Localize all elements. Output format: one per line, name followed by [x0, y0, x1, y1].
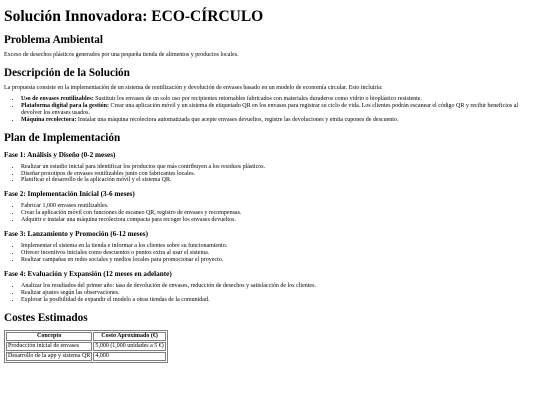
solution-item-text: Crear una aplicación móvil y un sistema de etiquetado QR en los envases para registrar su ciclo de vida. Los clientes podrán escanear el código QR y recibir beneficios al devolver los envases usados.	[21, 102, 519, 116]
list-item: • Adquirir e instalar una máquina recolectora compacta para recoger los envases devueltos.	[21, 217, 536, 224]
phase-1-title: Fase 1: Análisis y Diseño (0-2 meses)	[4, 150, 116, 159]
column-header: Costo Aproximado (€)	[93, 332, 166, 341]
costs-table	[4, 330, 168, 363]
table-cell: 5,000 (1,000 unidades a 5 €)	[95, 342, 164, 349]
plan-heading: Plan de Implementación	[4, 131, 121, 144]
solution-item	[21, 96, 536, 103]
solution-heading: Descripción de la Solución	[4, 67, 130, 79]
page-title: Solución Innovadora: ECO-CÍRCULO	[4, 8, 264, 25]
costs-heading: Costes Estimados	[4, 311, 88, 324]
list-item: • Ofrecer incentivos iniciales como descuentos o puntos extra al usar el sistema.	[21, 250, 536, 257]
table-header-row	[6, 332, 166, 341]
list-item: • Fabricar 1,000 envases reutilizables.	[21, 203, 536, 210]
solution-item	[21, 117, 536, 124]
table-cell: 4,000	[93, 352, 166, 361]
phase-4-title: Fase 4: Evaluación y Expansión (12 meses en adelante)	[4, 269, 172, 278]
solution-intro: La propuesta consiste en la implementación de un sistema de reutilización y devolución de envases basado en un modelo de economía circular. Esto incluiría:	[4, 85, 383, 91]
phase-1-list	[4, 164, 536, 185]
list-item: • Analizar los resultados del primer año: tasa de devolución de envases, reducción de desechos y satisfacción de los clientes.	[21, 283, 536, 290]
solution-item-term: Plataforma digital para la gestión:	[21, 102, 109, 109]
list-item: • Planificar el desarrollo de la aplicación móvil y el sistema QR.	[21, 177, 536, 184]
solution-item-text: Instalar una máquina recolectora automatizada que acepte envases devueltos, registre las devoluciones y emita cupones de descuento.	[76, 116, 399, 123]
list-item: • Crear la aplicación móvil con funciones de escaneo QR, registro de envases y recompensas.	[21, 210, 536, 217]
table-cell: Desarrollo de la app y sistema QR	[8, 352, 91, 359]
solution-list	[4, 96, 536, 124]
column-header: Concepto	[6, 332, 92, 341]
list-item: • Realizar campañas en redes sociales y medios locales para promocionar el proyecto.	[21, 257, 536, 264]
solution-item	[21, 103, 536, 117]
phase-4-list	[4, 283, 536, 304]
phase-3-list	[4, 243, 536, 264]
list-item: • Implementar el sistema en la tienda e informar a los clientes sobre su funcionamiento.	[21, 243, 536, 250]
solution-item-term: Uso de envases reutilizables:	[21, 96, 94, 102]
list-item: • Realizar ajustes según las observaciones.	[21, 290, 536, 297]
list-item: • Explorar la posibilidad de expandir el modelo a otras tiendas de la comunidad.	[21, 297, 536, 304]
table-row	[6, 352, 166, 361]
list-item: • Diseñar prototipos de envases reutilizables junto con fabricantes locales.	[21, 171, 536, 178]
table-row	[6, 342, 166, 351]
list-item: • Realizar un estudio inicial para identificar los productos que más contribuyen a los residuos plásticos.	[21, 164, 536, 171]
solution-item-text: Sustituir los envases de un solo uso por recipientes retornables fabricados con materiales duraderos como vidrio o bioplástico resistente.	[93, 96, 422, 102]
table-cell: Producción inicial de envases	[6, 342, 92, 351]
phase-2-list	[4, 203, 536, 224]
phase-3-title: Fase 3: Lanzamiento y Promoción (6-12 meses)	[4, 230, 148, 239]
phase-2-title: Fase 2: Implementación Inicial (3-6 meses)	[4, 190, 135, 199]
solution-item-term: Máquina recolectora:	[21, 116, 77, 123]
problem-text: Exceso de desechos plásticos generados por una pequeña tienda de alimentos y productos locales.	[4, 52, 239, 58]
problem-heading: Problema Ambiental	[4, 34, 103, 46]
